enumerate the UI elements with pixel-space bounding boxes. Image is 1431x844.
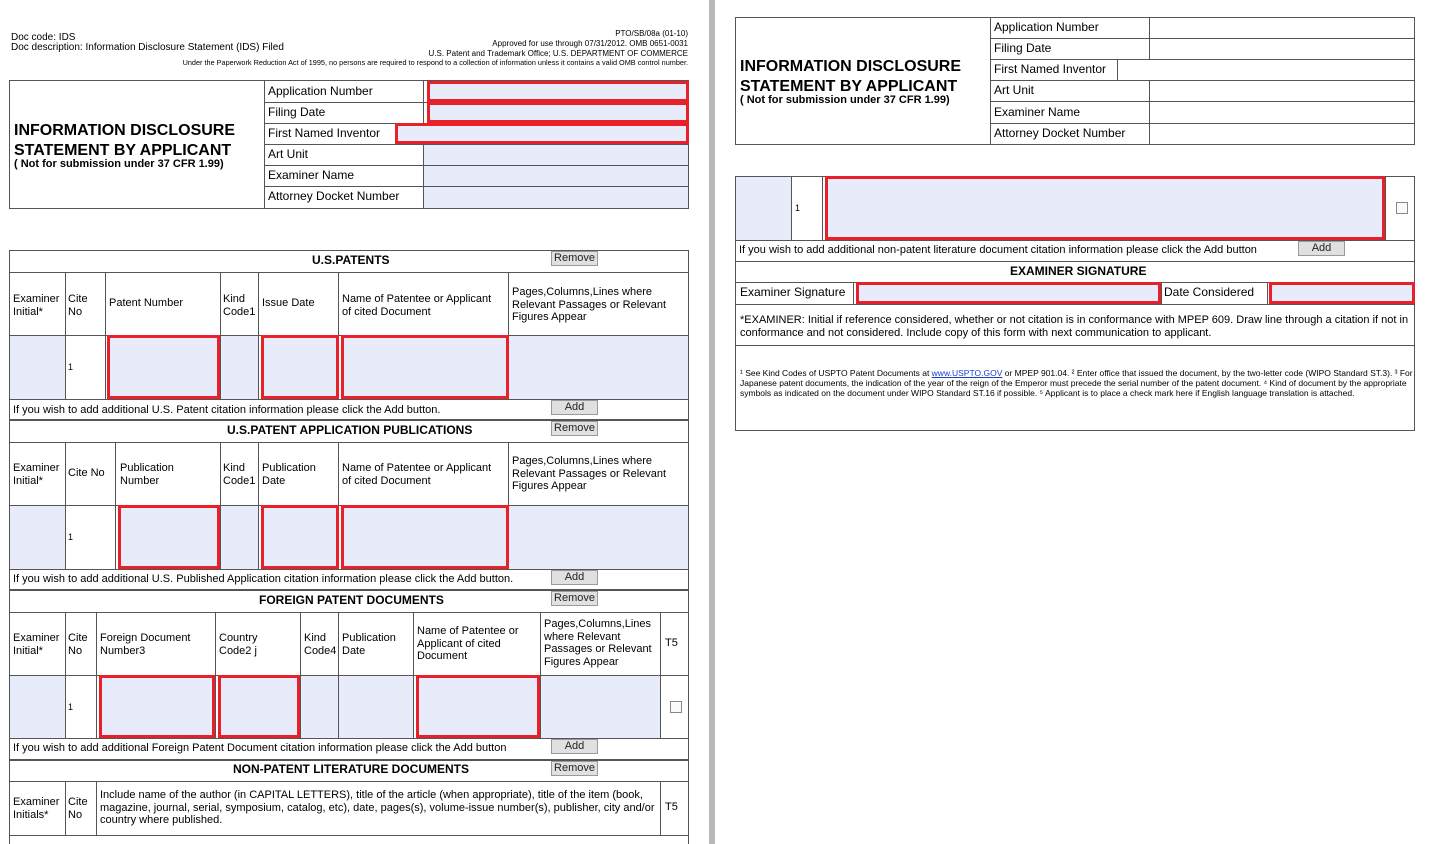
p2-attorney-docket-label: Attorney Docket Number — [994, 126, 1126, 140]
foreign-doc-number-field[interactable] — [99, 675, 215, 738]
us-patents-examiner-initial-field[interactable] — [10, 336, 65, 399]
p2-filing-date-label: Filing Date — [994, 41, 1052, 55]
npl-citation-field[interactable] — [825, 176, 1385, 240]
npl-col-examiner: Examiner Initials* — [13, 796, 60, 821]
us-patents-col-name: Name of Patentee or Applicant of cited Document — [342, 293, 492, 318]
examiner-signature-heading: EXAMINER SIGNATURE — [1010, 264, 1147, 278]
us-pubs-pub-number-field[interactable] — [118, 505, 220, 569]
foreign-add-note: If you wish to add additional Foreign Patent Document citation information please click the Add button — [13, 742, 507, 754]
form-title-2-line2: STATEMENT BY APPLICANT — [740, 78, 958, 95]
npl-translation-checkbox[interactable] — [1396, 202, 1408, 214]
p2-application-number-label: Application Number — [994, 20, 1099, 34]
filing-date-label: Filing Date — [268, 105, 326, 119]
foreign-translation-checkbox[interactable] — [670, 701, 682, 713]
attorney-docket-field[interactable] — [424, 187, 688, 208]
us-patents-patent-number-field[interactable] — [107, 335, 220, 399]
foreign-col-kind: Kind Code4 — [304, 632, 337, 657]
us-patents-col-kind: Kind Code1 — [223, 293, 256, 318]
p2-first-named-inventor-label: First Named Inventor — [994, 62, 1107, 76]
form-number: PTO/SB/08a (01-10) — [615, 29, 688, 38]
page-divider — [706, 0, 718, 844]
us-patents-issue-date-field[interactable] — [261, 335, 339, 399]
foreign-remove-button[interactable]: Remove — [551, 591, 598, 606]
npl-remove-button[interactable]: Remove — [551, 761, 598, 776]
us-patents-row-cite: 1 — [68, 362, 74, 372]
npl-heading: NON-PATENT LITERATURE DOCUMENTS — [233, 762, 469, 776]
us-pubs-pub-date-field[interactable] — [261, 505, 339, 569]
application-number-field[interactable] — [427, 81, 689, 102]
form-title-line1: INFORMATION DISCLOSURE — [14, 122, 236, 139]
us-pubs-pages-field[interactable] — [509, 506, 688, 569]
first-named-inventor-label: First Named Inventor — [268, 126, 381, 140]
first-named-inventor-field[interactable] — [395, 123, 689, 144]
us-patents-remove-button[interactable]: Remove — [551, 251, 598, 266]
us-patents-col-examiner: Examiner Initial* — [13, 293, 60, 318]
uspto-link[interactable]: www.USPTO.GOV — [931, 368, 1003, 378]
us-pubs-heading: U.S.PATENT APPLICATION PUBLICATIONS — [227, 423, 473, 437]
attorney-docket-label: Attorney Docket Number — [268, 189, 400, 203]
foreign-name-field[interactable] — [416, 675, 540, 738]
p2-examiner-name-label: Examiner Name — [994, 105, 1081, 119]
form-title-line3: ( Not for submission under 37 CFR 1.99) — [14, 158, 224, 170]
foreign-col-t: T5 — [665, 637, 678, 649]
npl-col-t: T5 — [665, 801, 678, 813]
us-patents-col-patent-number: Patent Number — [109, 297, 183, 309]
footnote — [740, 368, 1413, 399]
examiner-signature-field[interactable] — [856, 282, 1161, 304]
us-patents-add-button[interactable]: Add — [551, 400, 598, 415]
office-note: U.S. Patent and Trademark Office; U.S. DEPARTMENT OF COMMERCE — [428, 49, 688, 58]
us-pubs-name-field[interactable] — [341, 505, 509, 569]
foreign-col-doc-number: Foreign Document Number3 — [100, 632, 191, 657]
npl-add-note: If you wish to add additional non-patent literature document citation information please click the Add button — [739, 244, 1257, 256]
us-patents-add-note: If you wish to add additional U.S. Patent citation information please click the Add button. — [13, 404, 441, 416]
us-pubs-examiner-initial-field[interactable] — [10, 506, 65, 569]
application-number-label: Application Number — [268, 84, 373, 98]
foreign-col-country: Country Code2 j — [219, 632, 258, 657]
examiner-signature-label: Examiner Signature — [740, 285, 846, 299]
foreign-col-pages: Pages,Columns,Lines where Relevant Passages or Relevant Figures Appear — [544, 618, 652, 668]
us-patents-name-field[interactable] — [341, 335, 509, 399]
form-page-2 — [718, 0, 1431, 844]
art-unit-label: Art Unit — [268, 147, 309, 161]
foreign-pub-date-field[interactable] — [339, 676, 413, 738]
us-pubs-row-cite: 1 — [68, 532, 74, 542]
form-title-2-line1: INFORMATION DISCLOSURE — [740, 58, 962, 75]
p2-art-unit-label: Art Unit — [994, 83, 1035, 97]
us-patents-pages-field[interactable] — [509, 336, 688, 399]
art-unit-field[interactable] — [424, 145, 688, 165]
foreign-pages-field[interactable] — [541, 676, 660, 738]
foreign-examiner-initial-field[interactable] — [10, 676, 65, 738]
us-patents-heading: U.S.PATENTS — [312, 253, 390, 267]
npl-examiner-initial-field[interactable] — [736, 177, 791, 240]
us-patents-col-pages: Pages,Columns,Lines where Relevant Passages or Relevant Figures Appear — [512, 286, 667, 324]
us-patents-kind-code-field[interactable] — [221, 336, 258, 399]
us-pubs-col-pub-number: Publication Number — [120, 462, 174, 487]
footnote-part2: or MPEP 901.04. ² Enter office that issued the document, by the two-letter code (WIPO Standard ST.3). ³ For Japanese patent documents, the indication of the year of the reign of the Emperor must precede the serial number of the patent document. ⁴ Kind of document by the appropriate symbols as indicated on the document under WIPO Standard ST.16 if possible. ⁵ Applicant is to place a check mark here if English language translation is attached. — [740, 368, 1413, 399]
doc-description: Doc description: Information Disclosure Statement (IDS) Filed — [11, 42, 284, 53]
doc-code: Doc code: IDS — [11, 32, 76, 43]
foreign-col-name: Name of Patentee or Applicant of cited Document — [417, 625, 519, 663]
us-pubs-remove-button[interactable]: Remove — [551, 421, 598, 436]
us-pubs-add-button[interactable]: Add — [551, 570, 598, 585]
filing-date-field[interactable] — [427, 102, 689, 123]
npl-add-button[interactable]: Add — [1298, 241, 1345, 256]
us-pubs-col-pages: Pages,Columns,Lines where Relevant Passages or Relevant Figures Appear — [512, 455, 667, 493]
us-pubs-add-note: If you wish to add additional U.S. Published Application citation information please click the Add button. — [13, 573, 514, 585]
us-pubs-col-cite: Cite No — [68, 467, 105, 479]
us-pubs-col-examiner: Examiner Initial* — [13, 462, 60, 487]
examiner-name-field[interactable] — [424, 166, 688, 186]
us-patents-col-cite: Cite No — [68, 293, 88, 318]
us-patents-col-issue-date: Issue Date — [262, 297, 315, 309]
foreign-heading: FOREIGN PATENT DOCUMENTS — [259, 593, 444, 607]
form-title-2-line3: ( Not for submission under 37 CFR 1.99) — [740, 94, 950, 106]
date-considered-field[interactable] — [1269, 282, 1415, 304]
npl-col-cite: Cite No — [68, 796, 88, 821]
foreign-row-cite: 1 — [68, 702, 74, 712]
us-pubs-kind-code-field[interactable] — [221, 506, 258, 569]
form-title-line2: STATEMENT BY APPLICANT — [14, 142, 232, 159]
npl-col-desc: Include name of the author (in CAPITAL LETTERS), title of the article (when appropriate), title of the item (book, magazine, journal, serial, symposium, catalog, etc), date, pages(s), volume-issue number(s), publisher, city and/or country where published. — [100, 789, 655, 827]
foreign-add-button[interactable]: Add — [551, 739, 598, 754]
foreign-col-examiner: Examiner Initial* — [13, 632, 60, 657]
us-pubs-col-name: Name of Patentee or Applicant of cited Document — [342, 462, 492, 487]
us-pubs-col-pub-date: Publication Date — [262, 462, 316, 487]
foreign-country-code-field[interactable] — [218, 675, 300, 738]
foreign-col-pub-date: Publication Date — [342, 632, 396, 657]
approved-note: Approved for use through 07/31/2012. OMB 0651-0031 — [492, 39, 688, 48]
examiner-note: *EXAMINER: Initial if reference considered, whether or not citation is in conformance with MPEP 609. Draw line through a citation if not in conformance and not considered. Include copy of this form with next communication to applicant. — [740, 314, 1409, 339]
date-considered-label: Date Considered — [1164, 285, 1255, 299]
form-page-1 — [0, 0, 706, 844]
foreign-col-cite: Cite No — [68, 632, 88, 657]
npl-row-cite: 1 — [795, 203, 801, 213]
paperwork-note: Under the Paperwork Reduction Act of 1995, no persons are required to respond to a collection of information unless it contains a valid OMB control number. — [182, 58, 688, 67]
foreign-kind-code-field[interactable] — [301, 676, 338, 738]
examiner-name-label: Examiner Name — [268, 168, 355, 182]
us-pubs-col-kind: Kind Code1 — [223, 462, 256, 487]
footnote-part1: ¹ See Kind Codes of USPTO Patent Documents at — [740, 368, 932, 378]
